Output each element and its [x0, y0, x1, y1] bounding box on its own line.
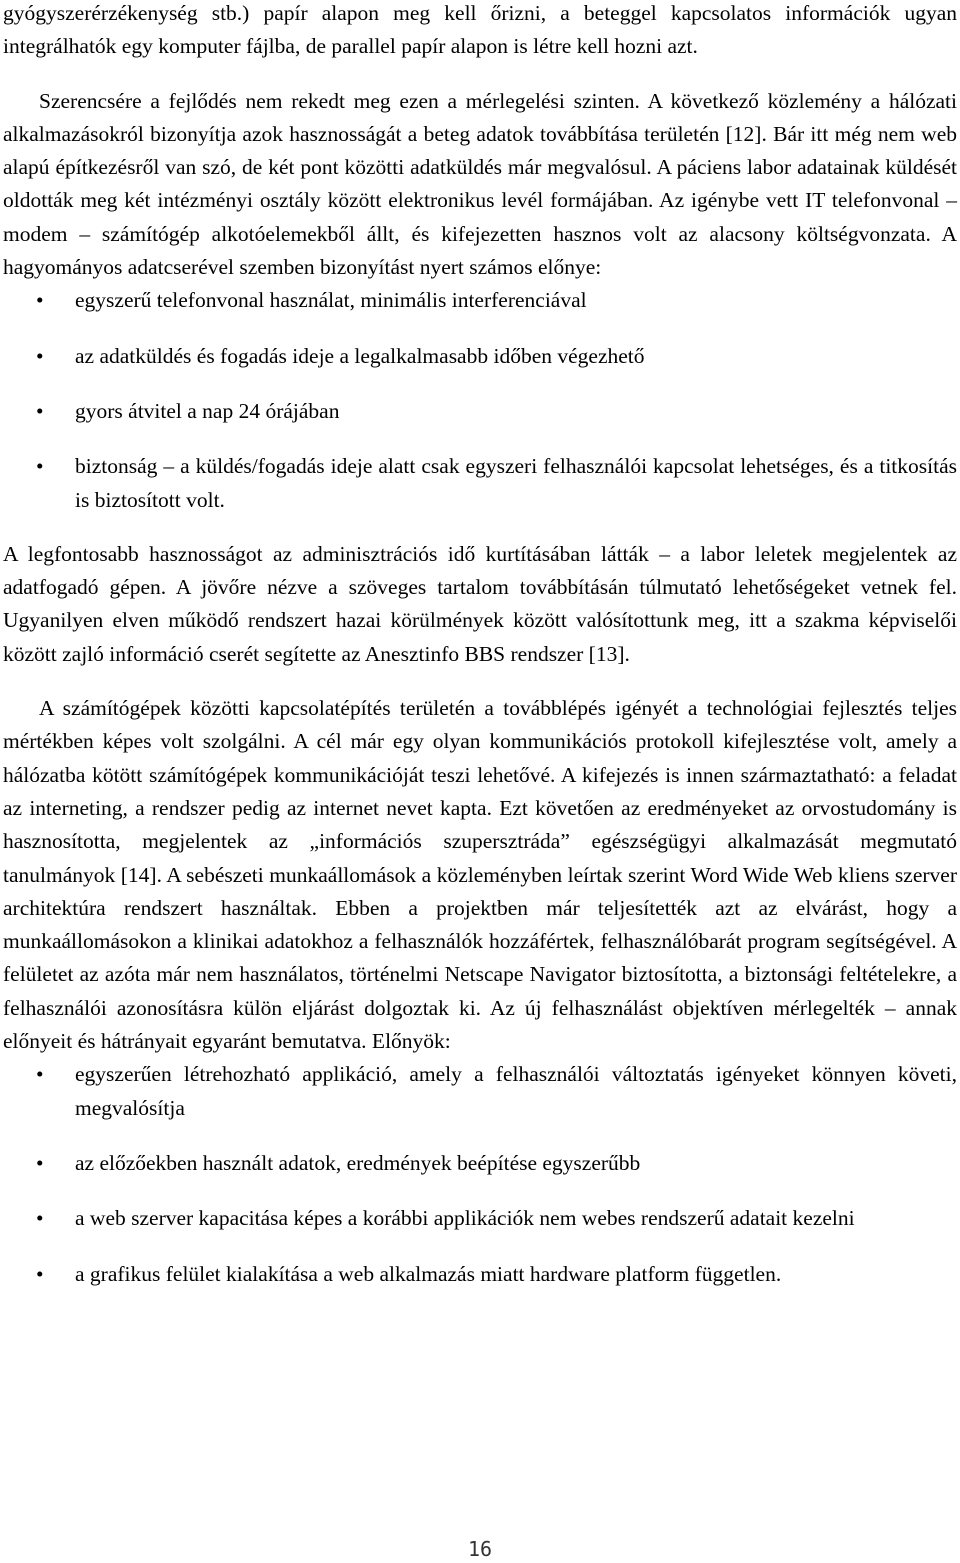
list-item-text: biztonság – a küldés/fogadás ideje alatt csak egyszeri felhasználói kapcsolat lehetséges, és a titkosítás is biztosított volt. [75, 454, 957, 512]
list-item [3, 395, 957, 428]
advantages-list-web [3, 1058, 957, 1290]
bullet-icon: • [36, 454, 44, 479]
list-item-text: egyszerűen létrehozható applikáció, amely a felhasználói változtatás igényeket könnyen követi, megvalósítja [75, 1062, 957, 1120]
paragraph-admin-time: A legfontosabb hasznosságot az adminisztrációs idő kurtításában látták – a labor leletek megjelentek az adatfogadó gépen. A jövőre nézve a szöveges tartalom továbbításán túlmutató lehetőségeket vetnek fel. Ugyanilyen elven működő rendszert hazai körülmények között valósítottunk meg, itt a szakma képviselői között zajló információ cserét segítette az Anesztinfo BBS rendszer [13]. [3, 541, 957, 666]
list-item [3, 340, 957, 373]
list-item-text: egyszerű telefonvonal használat, minimális interferenciával [75, 288, 587, 313]
paragraph-internet-history: A számítógépek közötti kapcsolatépítés területén a továbblépés igényét a technológiai fejlesztés teljes mértékben képes volt szolgálni. A cél már egy olyan kommunikációs protokoll kifejlesztése volt, amely a hálózatba kötött számítógépek kommunikációját teszi lehetővé. A kifejezés is innen származtatható: a feladat az interneting, a rendszer pedig az internet nevet kapta. Ezt követően az eredményeket az orvostudomány is hasznosította, megjelentek az „információs szupersztráda” egészségügyi alkalmazását megmutató tanulmányok [14]. A sebészeti munkaállomások a közleményben leírtak szerint Word Wide Web kliens szerver architektúra rendszert használtak. Ebben a projektben már teljesítették azt az elvárást, hogy a munkaállomásokon a klinikai adatokhoz a felhasználók hozzáfértek, felhasználóbarát program segítségével. A felületet az azóta már nem használatos, történelmi Netscape Navigator biztosította, a biztonsági feltételekre, a felhasználói azonosításra külön eljárást dolgoztak ki. Az új felhasználást objektíven mérlegelték – annak előnyeit és hátrányait egyaránt bemutatva. Előnyök: [3, 696, 957, 1054]
document-page [3, 0, 957, 1291]
bullet-icon: • [36, 343, 44, 368]
bullet-icon: • [36, 1062, 44, 1087]
list-item [3, 284, 957, 317]
list-item-text: a grafikus felület kialakítása a web alkalmazás miatt hardware platform független. [75, 1261, 782, 1286]
list-item [3, 1258, 957, 1291]
bullet-icon: • [36, 1261, 44, 1286]
list-item-text: az adatküldés és fogadás ideje a legalkalmasabb időben végezhető [75, 343, 645, 368]
list-item-text: az előzőekben használt adatok, eredmények beépítése egyszerűbb [75, 1150, 641, 1175]
page-number: 16 [467, 1537, 493, 1561]
list-item [3, 1202, 957, 1235]
paragraph-continuation: gyógyszerérzékenység stb.) papír alapon meg kell őrizni, a beteggel kapcsolatos információk ugyan integrálhatók egy komputer fájlba, de parallel papír alapon is létre kell hozni azt. [3, 1, 957, 59]
bullet-icon: • [36, 398, 44, 423]
list-item [3, 450, 957, 517]
list-item [3, 1147, 957, 1180]
bullet-icon: • [36, 1150, 44, 1175]
list-item [3, 1058, 957, 1125]
bullet-icon: • [36, 1206, 44, 1231]
advantages-list-email [3, 284, 957, 516]
list-item-text: a web szerver kapacitása képes a korábbi applikációk nem webes rendszerű adatait kezelni [75, 1206, 855, 1231]
paragraph-network-applications: Szerencsére a fejlődés nem rekedt meg ezen a mérlegelési szinten. A következő közlemény a hálózati alkalmazásokról bizonyítja azok hasznosságát a beteg adatok továbbítása területén [12]. Bár itt még nem web alapú építkezésről van szó, de két pont közötti adatküldés már megvalósul. A páciens labor adatainak küldését oldották meg két intézményi osztály között elektronikus levél formájában. Az igénybe vett IT telefonvonal – modem – számítógép alkotóelemekből állt, és kifejezetten hasznos volt az alacsony költségvonzata. A hagyományos adatcserével szemben bizonyítást nyert számos előnye: [3, 88, 957, 280]
list-item-text: gyors átvitel a nap 24 órájában [75, 398, 340, 423]
bullet-icon: • [36, 288, 44, 313]
